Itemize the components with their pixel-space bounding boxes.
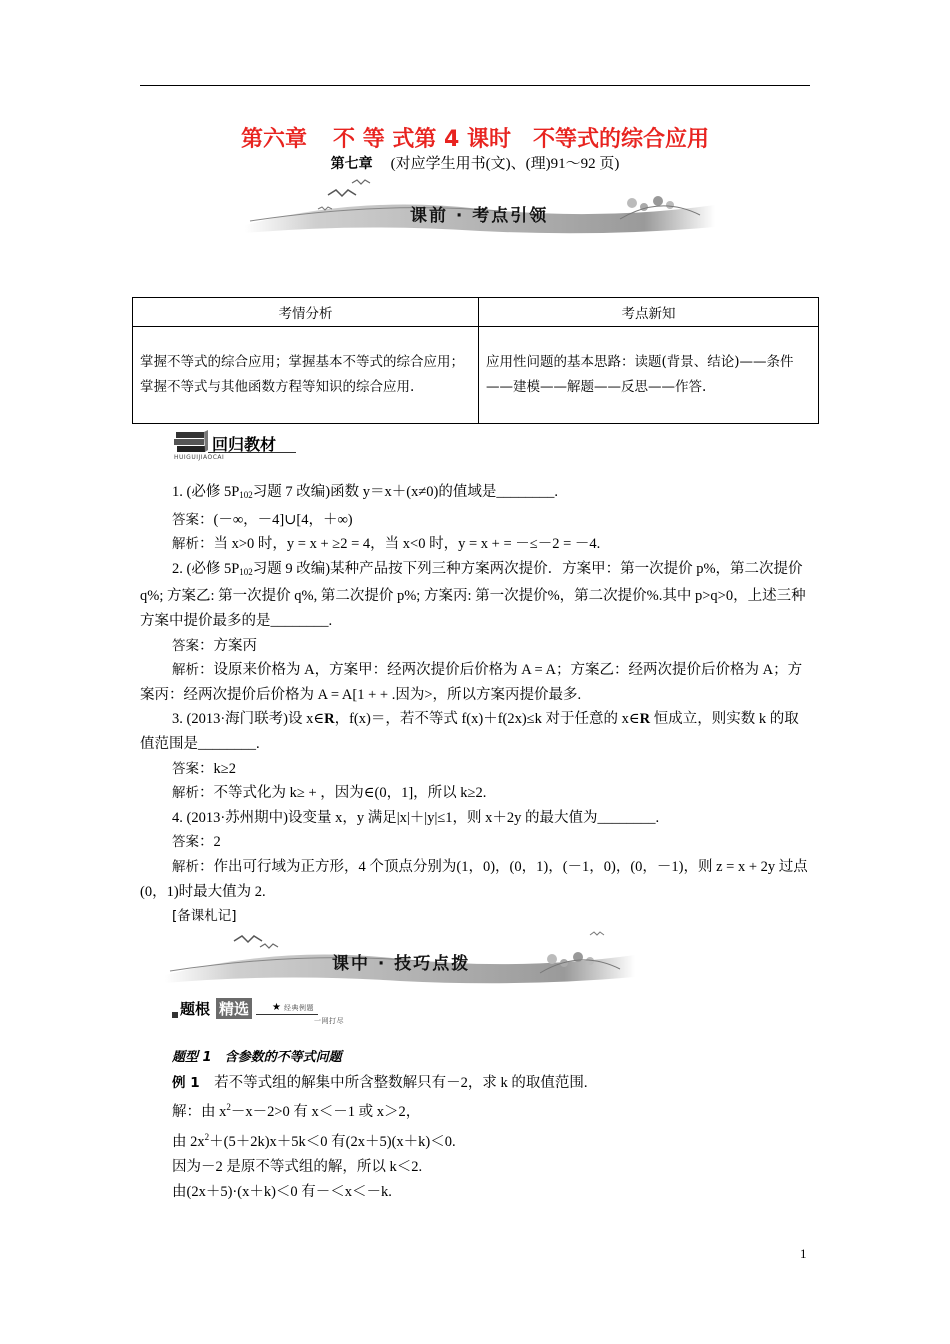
lesson-notes-label: [备课札记] [172,908,237,925]
badge-bullet-icon [172,1012,178,1018]
book-reference: (对应学生用书(文)、(理)91～92 页) [390,156,620,172]
banner-label: 课前 · 考点引领 [410,206,549,226]
analysis-3: 解析：不等式化为 k≥ + ，因为∈(0，1]，所以 k≥2. [172,785,487,802]
chapter-subline [0,152,950,173]
question-3: 3. (2013·海门联考)设 x∈R，f(x)＝，若不等式 f(x)＋f(2x)≤k 对于任意的 x∈R 恒成立，则实数 k 的取值范围是________. [140,711,799,752]
analysis-4: 解析：作出可行域为正方形，4 个顶点分别为(1，0)，(0，1)，(－1，0)，(0，－1)，则 z = x + 2y 过点(0，1)时最大值为 2. [140,858,808,900]
lesson-title: 不 等 式第 4 课时 不等式的综合应用 [333,127,709,152]
sub-chapter-label: 第七章 [330,156,373,172]
problem-type-heading: 题型 1 含参数的不等式问题 [172,1050,342,1065]
exam-analysis-table [132,297,819,424]
section-badge-selected-problems [172,996,372,1026]
badge-subtitle: HUIGUIJIAOCAI [174,454,225,461]
badge-note-1: 经典例题 [284,1004,314,1012]
badge-rule [256,1014,318,1015]
badge-note-2: 一网打尽 [314,1017,344,1025]
table-header-analysis: 考情分析 [133,298,479,327]
review-questions [140,480,812,929]
star-icon: ★ [272,1002,281,1013]
example-1: 例 1 若不等式组的解集中所含整数解只有－2，求 k 的取值范围. [172,1074,588,1091]
section-banner-in-class [160,925,640,995]
example-section [140,1046,812,1204]
header-rule [140,85,810,86]
table-header-new-knowledge: 考点新知 [479,298,819,327]
question-4: 4. (2013·苏州期中)设变量 x，y 满足|x|＋|y|≤1，则 x＋2y 的最大值为________. [172,809,660,826]
question-1: 1. (必修 $5P_{102}$习题 7 改编)函数 y＝x＋(x≠0)的值域是________. [172,484,558,500]
table-cell-new-knowledge: 应用性问题的基本思路：读题(背景、结论)——条件——建模——解题——反思——作答. [479,327,819,424]
banner-label: 课中 · 技巧点拨 [332,954,471,974]
analysis-1: 解析：当 x>0 时，y = x + ≥2 = 4，当 x<0 时，y = x + = －≤－2 = －4. [172,536,601,553]
chapter-title [0,122,950,153]
answer-4: 答案：2 [172,834,221,851]
answer-3: 答案：k≥2 [172,760,236,777]
answer-2: 答案：方案丙 [172,637,257,654]
table-cell-analysis: 掌握不等式的综合应用；掌握基本不等式的综合应用；掌握不等式与其他函数方程等知识的综合应用. [133,327,479,424]
question-2: 2. (必修 $5P_{102}$习题 9 改编)某种产品按下列三种方案两次提价．方案甲：第一次提价 p%，第二次提价 q%; 方案乙: 第一次提价 q%, 第二次提价 p%; 方案丙: 第一次提价%，第二次提价%.其中 p>q>0，上述三种方案中提价最多的是________. [140,560,806,629]
badge-title-part2: 精选 [216,998,252,1019]
section-banner-before-class [240,175,720,245]
badge-rule [208,452,296,453]
solution-line-4: 由(2x＋5)·(x＋k)＜0 有－＜x＜－k. [172,1183,392,1200]
chapter-label: 第六章 [241,127,308,152]
analysis-2: 解析：设原来价格为 A，方案甲：经两次提价后价格为 A = A；方案乙：经两次提价后价格为 A；方案丙：经两次提价后价格为 A = A[1 + + .因为>，所以方案丙提价最多. [140,662,803,703]
badge-title: 回归教材 [212,435,277,454]
badge-title-part1: 题根 [180,1000,211,1018]
solution-line-2: 由 $2x^2+(5+2k)x+5k<0$ 有(2x＋5)(x＋k)＜0. [172,1132,456,1151]
solution-line-1: 解：由 $x^2-x-2>0$ 有 x＜－1 或 x＞2， [172,1102,421,1121]
solution-line-3: 因为－2 是原不等式组的解，所以 k＜2. [172,1158,423,1175]
answer-1: 答案：(－∞，－4]∪[4，＋∞) [172,511,353,528]
section-badge-textbook [172,428,312,464]
page-number: 1 [800,1246,807,1261]
